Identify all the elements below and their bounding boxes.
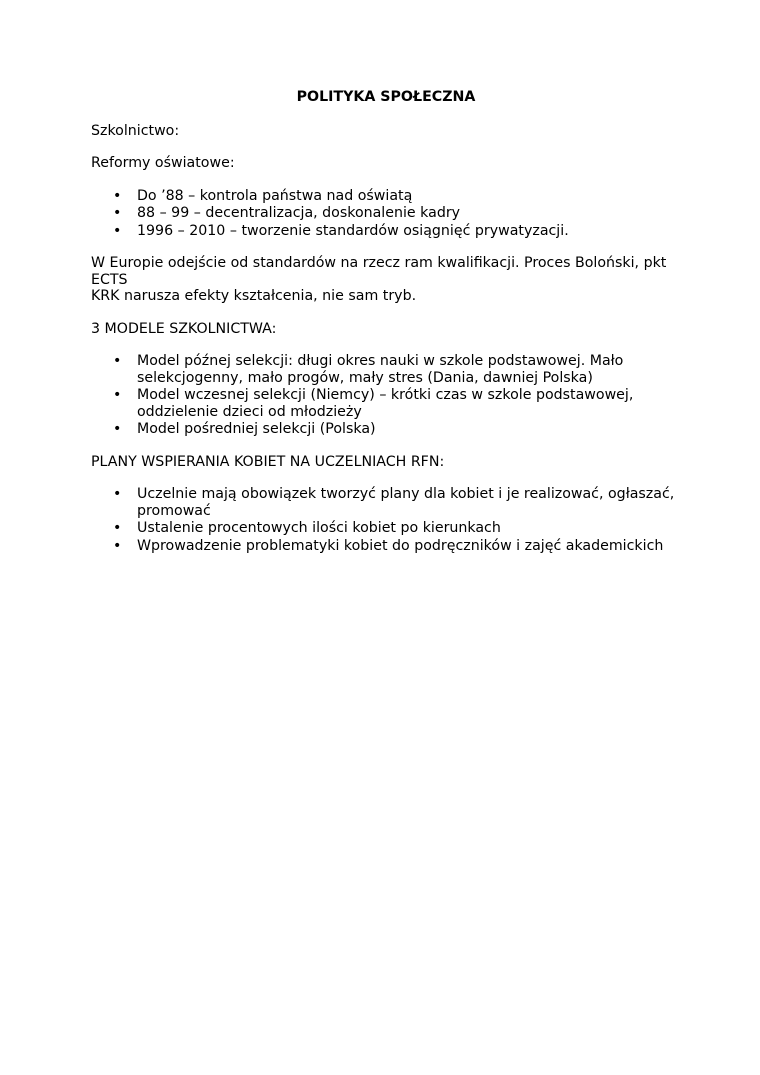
list-item <box>91 486 681 519</box>
models-list <box>91 353 681 438</box>
bullet-icon: • <box>113 421 122 437</box>
bullet-icon: • <box>113 387 122 403</box>
section-heading-modele: 3 MODELE SZKOLNICTWA: <box>91 320 277 337</box>
document-title: POLITYKA SPOŁECZNA <box>296 89 476 105</box>
list-item <box>91 353 681 386</box>
reforms-list <box>91 188 681 240</box>
bullet-icon: • <box>113 222 122 239</box>
list-item <box>91 205 681 222</box>
bullet-icon: • <box>113 537 122 554</box>
bullet-icon: • <box>113 520 122 536</box>
list-item-text: Model późnej selekcji: długi okres nauki w szkole podstawowej. Mało selekcjogenny, mało progów, mały stres (Dania, dawniej Polska) <box>137 353 624 386</box>
plans-list <box>91 486 681 554</box>
list-item-text: Uczelnie mają obowiązek tworzyć plany dla kobiet i je realizować, ogłaszać, promować <box>137 486 675 519</box>
list-item <box>91 223 681 240</box>
bullet-icon: • <box>113 205 122 221</box>
section-heading-reformy: Reformy oświatowe: <box>91 155 235 171</box>
bullet-icon: • <box>113 486 122 502</box>
list-item-text: Ustalenie procentowych ilości kobiet po kierunkach <box>137 520 501 536</box>
section-heading-szkolnictwo: Szkolnictwo: <box>91 122 180 139</box>
list-item <box>91 520 681 537</box>
krk-paragraph: KRK narusza efekty kształcenia, nie sam tryb. <box>91 288 417 304</box>
list-item-text: Do ’88 – kontrola państwa nad oświatą <box>137 187 413 204</box>
list-item <box>91 188 681 205</box>
document-body <box>91 89 681 570</box>
list-item-text: Model pośredniej selekcji (Polska) <box>137 421 376 437</box>
list-item <box>91 421 681 438</box>
list-item <box>91 387 681 420</box>
list-item-text: Model wczesnej selekcji (Niemcy) – krótki czas w szkole podstawowej, oddzielenie dzieci od młodzieży <box>137 387 634 420</box>
europe-paragraph: W Europie odejście od standardów na rzecz ram kwalifikacji. Proces Boloński, pkt ECTS <box>91 255 667 288</box>
section-heading-plany: PLANY WSPIERANIA KOBIET NA UCZELNIACH RFN: <box>91 453 445 470</box>
bullet-icon: • <box>113 353 122 369</box>
list-item-text: Wprowadzenie problematyki kobiet do podręczników i zajęć akademickich <box>137 537 664 554</box>
list-item-text: 88 – 99 – decentralizacja, doskonalenie kadry <box>137 205 461 221</box>
list-item-text: 1996 – 2010 – tworzenie standardów osiągnięć prywatyzacji. <box>137 222 569 239</box>
bullet-icon: • <box>113 187 122 204</box>
list-item <box>91 538 681 555</box>
